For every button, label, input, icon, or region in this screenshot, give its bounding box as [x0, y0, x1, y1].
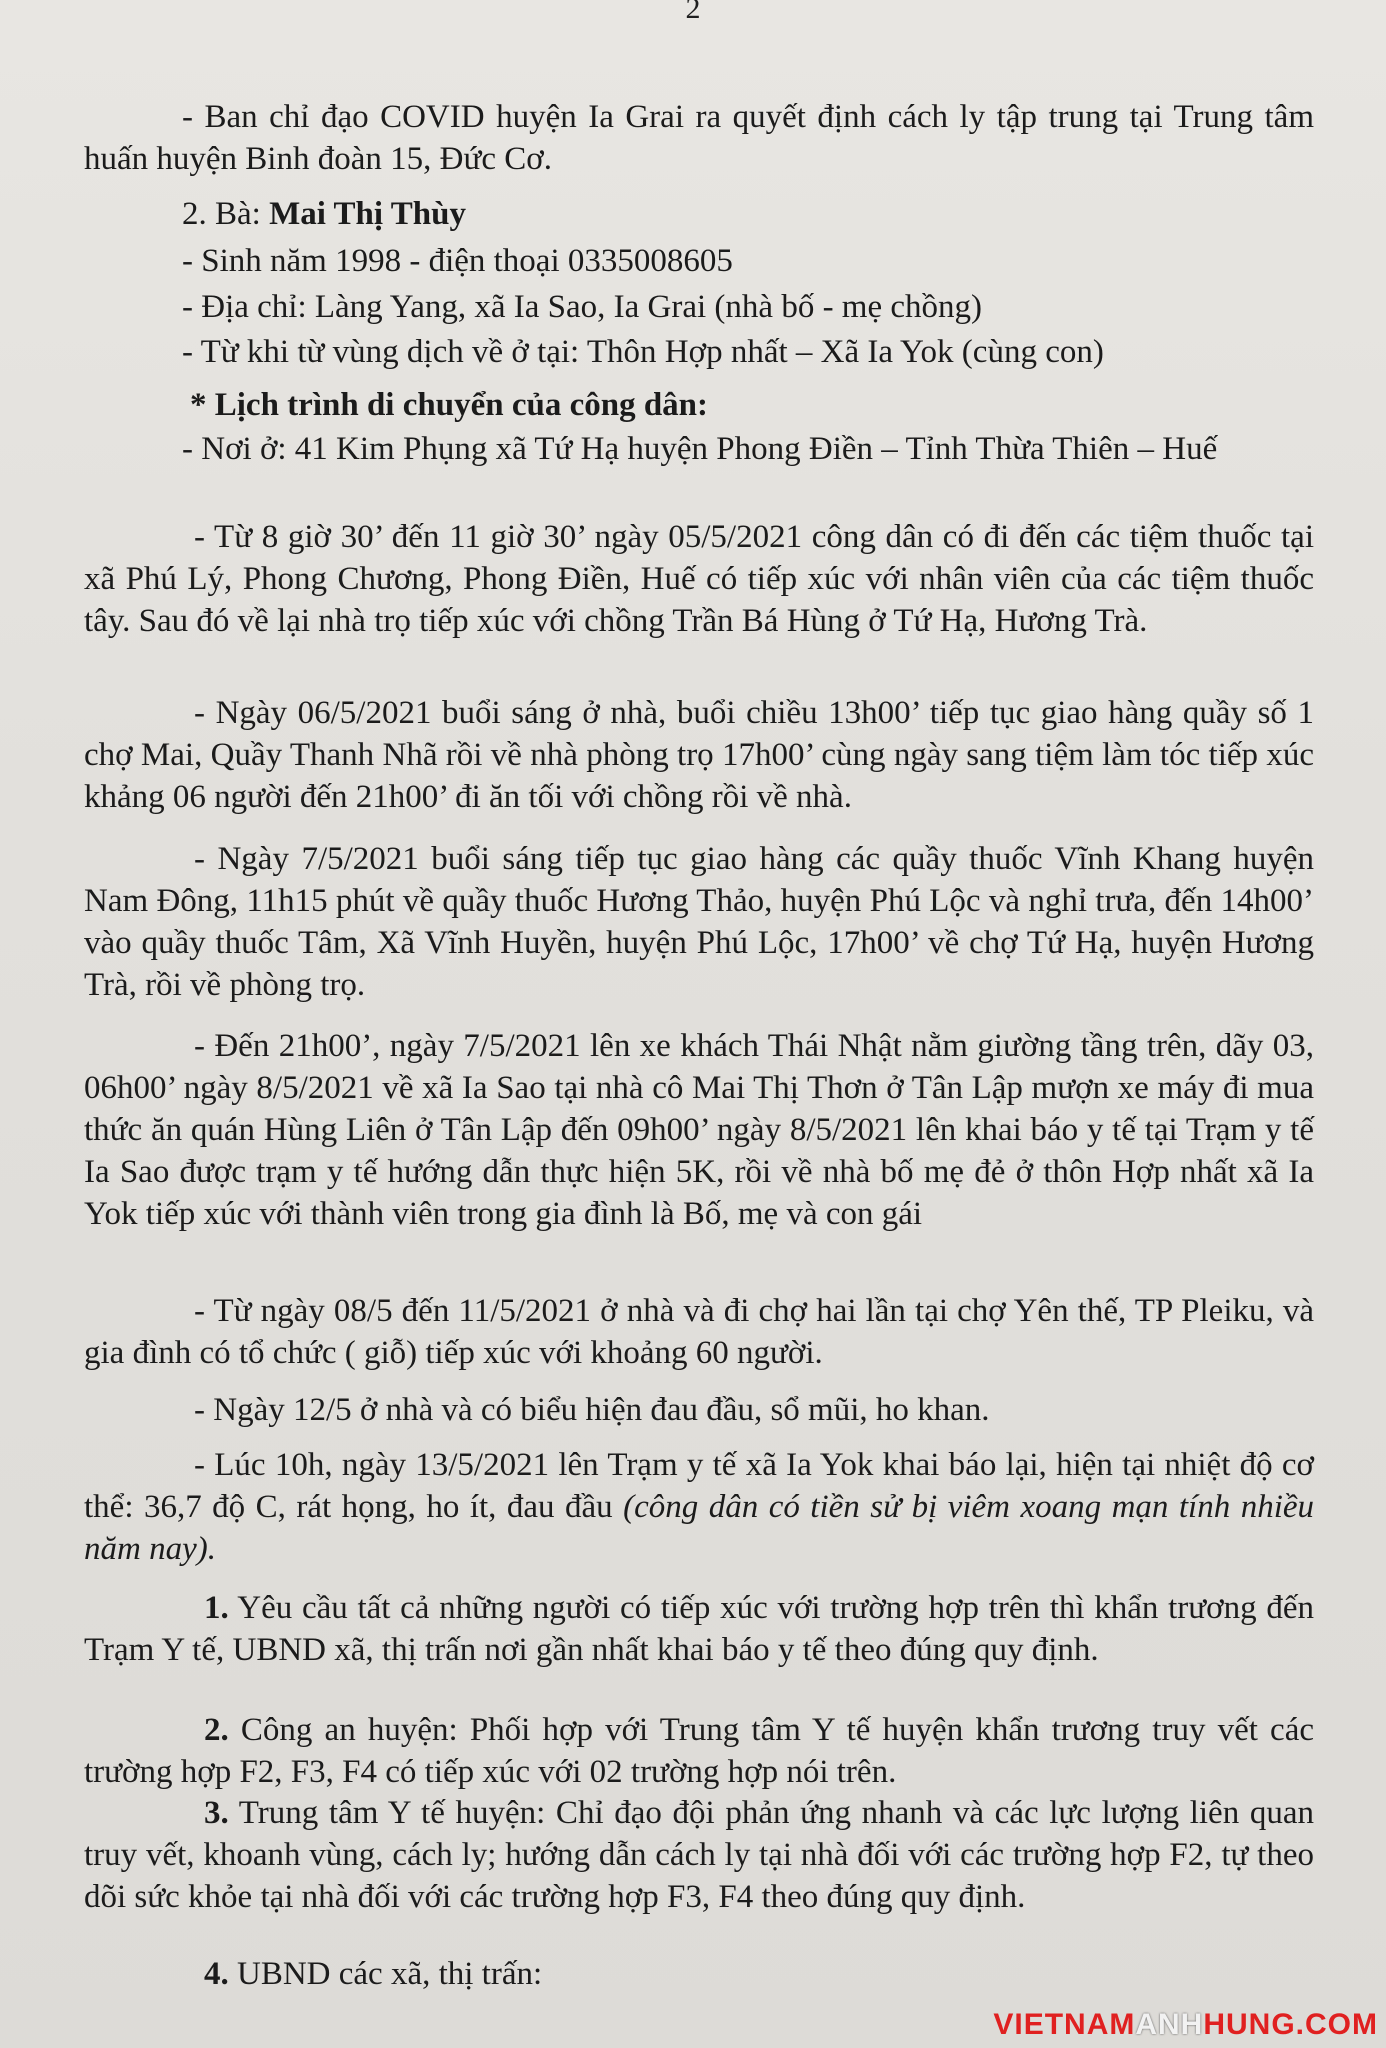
page-number: 2 — [685, 0, 701, 25]
itinerary-item: - Từ ngày 08/5 đến 11/5/2021 ở nhà và đi chợ hai lần tại chợ Yên thế, TP Pleiku, và gia đình có tổ chức ( giỗ) tiếp xúc với khoảng 60 người. — [84, 1293, 1314, 1371]
directive-4 — [84, 1953, 1314, 1995]
directive-number: 4. — [204, 1956, 229, 1992]
itinerary-item: - Đến 21h00’, ngày 7/5/2021 lên xe khách Thái Nhật nằm giường tầng trên, dãy 03, 06h00’ ngày 8/5/2021 về xã Ia Sao tại nhà cô Mai Thị Thơn ở Tân Lập mượn xe máy đi mua thức ăn quán Hùng Liên ở Tân Lập đến 09h00’ ngày 8/5/2021 lên khai báo y tế tại Trạm y tế Ia Sao được trạm y tế hướng dẫn thực hiện 5K, rồi về nhà bố mẹ đẻ ở thôn Hợp nhất xã Ia Yok tiếp xúc với thành viên trong gia đình là Bố, mẹ và con gái — [84, 1028, 1314, 1232]
directive-2 — [84, 1709, 1314, 1793]
itinerary-item: - Ngày 7/5/2021 buổi sáng tiếp tục giao hàng các quầy thuốc Vĩnh Khang huyện Nam Đông, 11h15 phút về quầy thuốc Hương Thảo, huyện Phú Lộc và nghỉ trưa, đến 14h00’ vào quầy thuốc Tâm, Xã Vĩnh Huyền, huyện Phú Lộc, 17h00’ về chợ Tứ Hạ, huyện Hương Trà, rồi về phòng trọ. — [84, 841, 1314, 1003]
watermark-logo — [993, 2008, 1378, 2042]
person-2-name: Mai Thị Thùy — [269, 196, 466, 232]
last-entry-note: (công dân có tiền sử bị viêm xoang mạn tính nhiều năm nay). — [84, 1489, 1315, 1567]
watermark-part-2: ANH — [1135, 2008, 1204, 2041]
paragraph-quarantine-decision: - Ban chỉ đạo COVID huyện Ia Grai ra quyết định cách ly tập trung tại Trung tâm huấn huyện Binh đoàn 15, Đức Cơ. — [84, 99, 1314, 177]
itinerary-title: * Lịch trình di chuyển của công dân: — [190, 387, 709, 423]
directive-number: 2. — [204, 1712, 229, 1748]
directive-text: Yêu cầu tất cả những người có tiếp xúc với trường hợp trên thì khẩn trương đến Trạm Y tế, UBND xã, thị trấn nơi gần nhất khai báo y tế theo đúng quy định. — [84, 1590, 1314, 1668]
itinerary-last-entry — [84, 1444, 1314, 1570]
directive-3 — [84, 1792, 1314, 1918]
last-entry-text: - Lúc 10h, ngày 13/5/2021 lên Trạm y tế xã Ia Yok khai báo lại, hiện tại nhiệt độ cơ thể: 36,7 độ C, rát họng, ho ít, đau đầu — [84, 1447, 1314, 1525]
itinerary-item: - Nơi ở: 41 Kim Phụng xã Tứ Hạ huyện Phong Điền – Tỉnh Thừa Thiên – Huế — [182, 431, 1218, 467]
directive-text: Trung tâm Y tế huyện: Chỉ đạo đội phản ứng nhanh và các lực lượng liên quan truy vết, khoanh vùng, cách ly; hướng dẫn cách ly tại nhà đối với các trường hợp F2, tự theo dõi sức khỏe tại nhà đối với các trường hợp F3, F4 theo đúng quy định. — [84, 1795, 1314, 1915]
person-2-address: - Địa chỉ: Làng Yang, xã Ia Sao, Ia Grai (nhà bố - mẹ chồng) — [182, 289, 983, 325]
itinerary-item: - Ngày 12/5 ở nhà và có biểu hiện đau đầu, sổ mũi, ho khan. — [194, 1392, 990, 1428]
person-2-residence: - Từ khi từ vùng dịch về ở tại: Thôn Hợp nhất – Xã Ia Yok (cùng con) — [182, 334, 1104, 370]
person-2-prefix: 2. Bà: — [182, 196, 270, 232]
itinerary-item: - Từ 8 giờ 30’ đến 11 giờ 30’ ngày 05/5/2021 công dân có đi đến các tiệm thuốc tại xã Phú Lý, Phong Chương, Phong Điền, Huế có tiếp xúc với nhân viên của các tiệm thuốc tây. Sau đó về lại nhà trọ tiếp xúc với chồng Trần Bá Hùng ở Tứ Hạ, Hương Trà. — [84, 519, 1314, 639]
directive-text: UBND các xã, thị trấn: — [228, 1956, 543, 1992]
person-2-birth: - Sinh năm 1998 - điện thoại 0335008605 — [182, 243, 733, 279]
directive-number: 1. — [204, 1590, 229, 1626]
watermark-part-3: HUNG.COM — [1203, 2008, 1378, 2041]
person-2-heading — [182, 193, 1312, 235]
directive-number: 3. — [204, 1795, 229, 1831]
directive-text: Công an huyện: Phối hợp với Trung tâm Y tế huyện khẩn trương truy vết các trường hợp F2, F3, F4 có tiếp xúc với 02 trường hợp nói trên. — [84, 1712, 1314, 1790]
watermark-part-1: VIETNAM — [993, 2008, 1136, 2041]
itinerary-item: - Ngày 06/5/2021 buổi sáng ở nhà, buổi chiều 13h00’ tiếp tục giao hàng quầy số 1 chợ Mai, Quầy Thanh Nhã rồi về nhà phòng trọ 17h00’ cùng ngày sang tiệm làm tóc tiếp xúc khảng 06 người đến 21h00’ đi ăn tối với chồng rồi về nhà. — [84, 695, 1314, 815]
directive-1 — [84, 1587, 1314, 1671]
